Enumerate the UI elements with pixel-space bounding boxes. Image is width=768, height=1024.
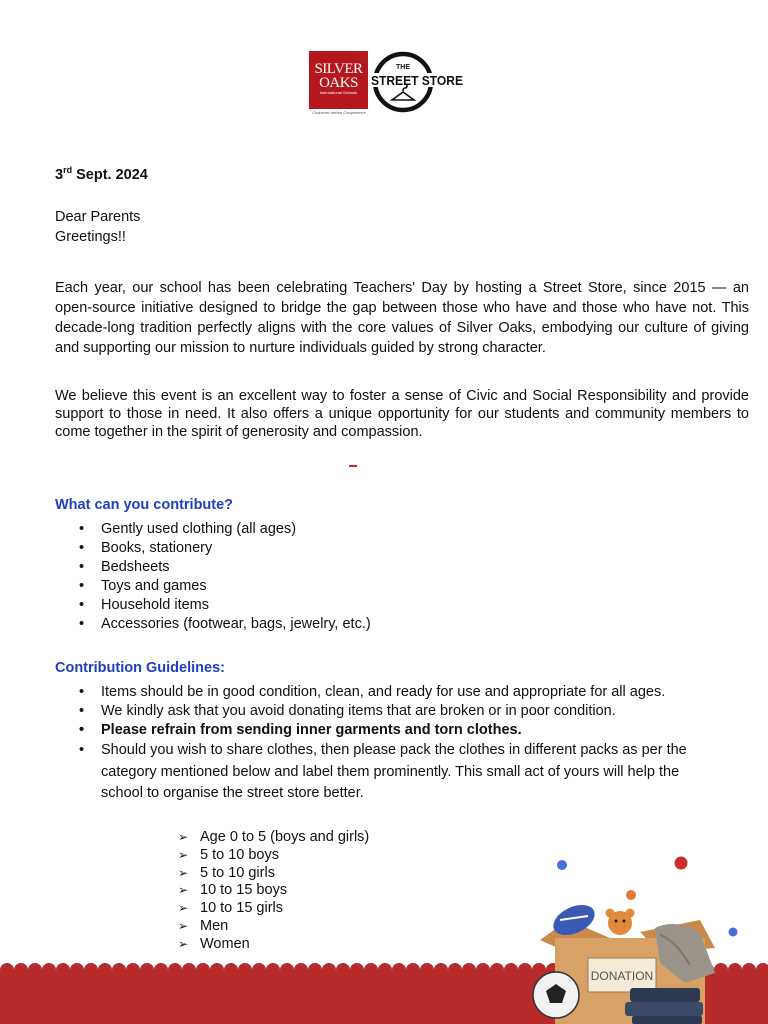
list-item: • Bedsheets	[79, 559, 170, 575]
arrow-icon: ➢	[178, 847, 189, 862]
list-item: • Gently used clothing (all ages)	[79, 521, 297, 537]
list-item: ➢ Men	[178, 917, 229, 934]
silver-oaks-tagline: Character before Competence	[312, 110, 366, 115]
list-item: ➢ Women	[178, 935, 250, 952]
bullet-icon: •	[79, 540, 85, 556]
contribute-list	[55, 520, 371, 634]
bullet-icon: •	[79, 578, 85, 594]
bullet-icon: •	[79, 559, 85, 575]
greeting-text: Greetings!!	[55, 229, 126, 245]
bullet-icon: •	[79, 684, 85, 700]
decor-dot-orange	[626, 890, 636, 900]
contribute-heading: What can you contribute?	[55, 497, 234, 513]
box-label: DONATION	[590, 969, 654, 983]
list-item: ➢ 5 to 10 girls	[178, 864, 275, 881]
arrow-icon: ➢	[178, 936, 189, 951]
arrow-icon: ➢	[178, 865, 189, 880]
list-item: • Household items	[79, 597, 209, 613]
street-store-the: THE	[396, 64, 410, 71]
list-item: • Should you wish to share clothes, then please pack the clothes in different packs as per the category mentioned below and label them prominently. This small act of yours will help the school to organise the street store better.	[79, 742, 687, 801]
list-item: ➢ 10 to 15 boys	[178, 882, 288, 899]
arrow-icon: ➢	[178, 918, 189, 933]
soccer-ball-icon	[533, 972, 579, 1018]
donation-illustration	[0, 820, 768, 1024]
decor-dot-red	[675, 857, 688, 870]
decor-dot-blue-2	[729, 928, 738, 937]
red-dash-mark	[349, 465, 357, 467]
street-store-name: STREET STORE	[371, 73, 464, 88]
arrow-icon: ➢	[178, 883, 189, 898]
list-item: • Please refrain from sending inner garments and torn clothes.	[79, 722, 522, 738]
list-item: • Toys and games	[79, 578, 207, 594]
list-item: • Items should be in good condition, clean, and ready for use and appropriate for all ages.	[79, 684, 666, 700]
decor-dot-blue	[557, 860, 567, 870]
list-item: ➢ 5 to 10 boys	[178, 846, 279, 863]
letter-date: 3rd Sept. 2024	[55, 165, 148, 183]
teddy-bear-icon	[606, 909, 635, 936]
bullet-icon: •	[79, 597, 85, 613]
arrow-icon: ➢	[178, 901, 189, 916]
bullet-icon: •	[79, 521, 85, 537]
list-item: ➢ Age 0 to 5 (boys and girls)	[178, 829, 370, 845]
jeans-stack-icon	[625, 988, 703, 1024]
bullet-icon: •	[79, 742, 85, 758]
bullet-icon: •	[79, 722, 85, 738]
bullet-icon: •	[79, 616, 85, 632]
list-item: • Accessories (footwear, bags, jewelry, etc.)	[79, 616, 371, 632]
list-item: • Books, stationery	[79, 540, 213, 556]
salutation: Dear Parents	[55, 209, 141, 225]
header-logos	[309, 51, 465, 115]
letter-greeting	[55, 207, 749, 247]
street-store-logo	[370, 51, 464, 115]
silver-oaks-logo: SILVER OAKS International Schools	[309, 51, 368, 109]
arrow-icon: ➢	[178, 830, 189, 844]
paragraph-intro: Each year, our school has been celebrating Teachers' Day by hosting a Street Store, since 2015 — an open-source initiative designed to bridge the gap between those who have and those who have not. This decade-long tradition perfectly aligns with the core values of Silver Oaks, embodying our culture of giving and supporting our mission to nurture individuals guided by strong character.	[55, 280, 749, 356]
paragraph-purpose: We believe this event is an excellent way to foster a sense of Civic and Social Responsibility and provide support to those in need. It also offers a unique opportunity for our students and community members to come together in the spirit of generosity and compassion.	[55, 388, 749, 440]
guidelines-heading: Contribution Guidelines:	[55, 660, 225, 676]
bullet-icon: •	[79, 703, 85, 719]
list-item: • We kindly ask that you avoid donating items that are broken or in poor condition.	[79, 703, 616, 719]
guidelines-list	[55, 683, 705, 805]
list-item: ➢ 10 to 15 girls	[178, 900, 284, 917]
